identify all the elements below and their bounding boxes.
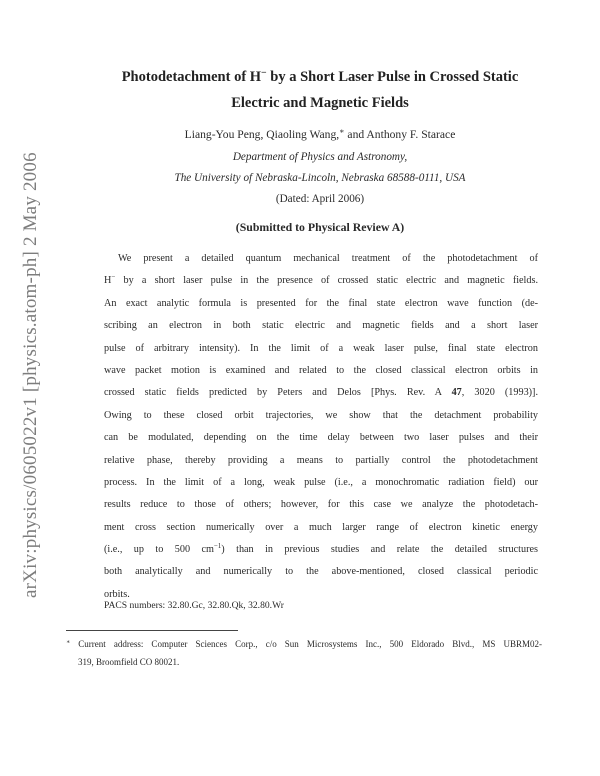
abstract-text: ) than in previous studies and relate the detailed structures	[221, 544, 538, 556]
title-superscript: −	[261, 67, 267, 79]
abstract-line: scribing an electron in both static electric and magnetic fields and a short laser	[104, 320, 538, 332]
abstract-line	[104, 539, 538, 561]
abstract-line: results reduce to those of others; however, for this case we analyze the photodetach-	[104, 499, 538, 511]
abstract-line: Owing to these closed orbit trajectories, we show that the detachment probability	[104, 409, 538, 421]
author-names-post: and Anthony F. Starace	[344, 128, 456, 141]
superscript: −	[111, 274, 116, 282]
footnote-divider	[66, 630, 238, 631]
footnote-line: 319, Broomfield CO 80021.	[78, 656, 180, 667]
abstract-line: relative phase, thereby providing a means to partially control the photodetachment	[104, 454, 538, 466]
footnote-line	[66, 636, 542, 654]
abstract-line: wave packet motion is examined and related to the closed classical electron orbits in	[104, 364, 538, 376]
arxiv-identifier: arXiv:physics/0605022v1 [physics.atom-ph] 2 May 2006	[20, 152, 41, 598]
affiliation-university: The University of Nebraska-Lincoln, Nebraska 68588-0111, USA	[174, 172, 466, 184]
dated-line: (Dated: April 2006)	[275, 193, 365, 205]
submission-status: (Submitted to Physical Review A)	[235, 220, 405, 234]
abstract-line: We present a detailed quantum mechanical treatment of the photodetachment of	[118, 253, 538, 264]
abstract	[104, 248, 538, 606]
abstract-line: An exact analytic formula is presented for the final state electron wave function (de-	[104, 297, 538, 309]
footnote-mark: ∗	[66, 639, 71, 646]
abstract-line: pulse of arbitrary intensity). In the limit of a weak laser pulse, final state electron	[104, 342, 538, 354]
title-text-post: by a Short Laser Pulse in Crossed Static	[266, 69, 519, 85]
author-list	[60, 128, 580, 141]
abstract-text: (i.e., up to 500 cm	[104, 544, 214, 556]
paper-title-line-1	[60, 64, 580, 90]
abstract-text: crossed static fields predicted by Peters and Delos [Phys. Rev. A	[104, 387, 452, 399]
pacs-numbers: PACS numbers: 32.80.Gc, 32.80.Qk, 32.80.Wr	[104, 600, 284, 611]
paper-title-line-2: Electric and Magnetic Fields	[231, 95, 409, 111]
abstract-line	[104, 270, 538, 292]
abstract-line	[104, 382, 538, 404]
title-text-pre: Photodetachment of H	[121, 69, 262, 85]
footnote	[66, 636, 542, 671]
abstract-line: can be modulated, depending on the time delay between two laser pulses and their	[104, 432, 538, 444]
affiliation-department: Department of Physics and Astronomy,	[232, 151, 408, 163]
abstract-line: both analytically and numerically to the above-mentioned, closed classical periodic	[104, 566, 538, 578]
journal-volume: 47	[451, 387, 462, 399]
abstract-text: by a short laser pulse in the presence of crossed static electric and magnetic fields.	[115, 275, 538, 287]
footnote-text: Current address: Computer Sciences Corp., c/o Sun Microsystems Inc., 500 Eldorado Blvd., MS UBRM02-	[70, 639, 542, 649]
abstract-line: orbits.	[104, 588, 130, 600]
superscript: −1	[213, 543, 222, 551]
abstract-line: ment cross section numerically over a much larger range of electron kinetic energy	[104, 521, 538, 533]
author-footnote-mark: ∗	[339, 126, 345, 136]
author-names-pre: Liang-You Peng, Qiaoling Wang,	[184, 128, 340, 141]
abstract-text: , 3020 (1993)].	[461, 387, 538, 399]
abstract-text: H	[104, 275, 112, 287]
abstract-line: process. In the limit of a long, weak pulse (i.e., a monochromatic radiation field) our	[104, 476, 538, 488]
